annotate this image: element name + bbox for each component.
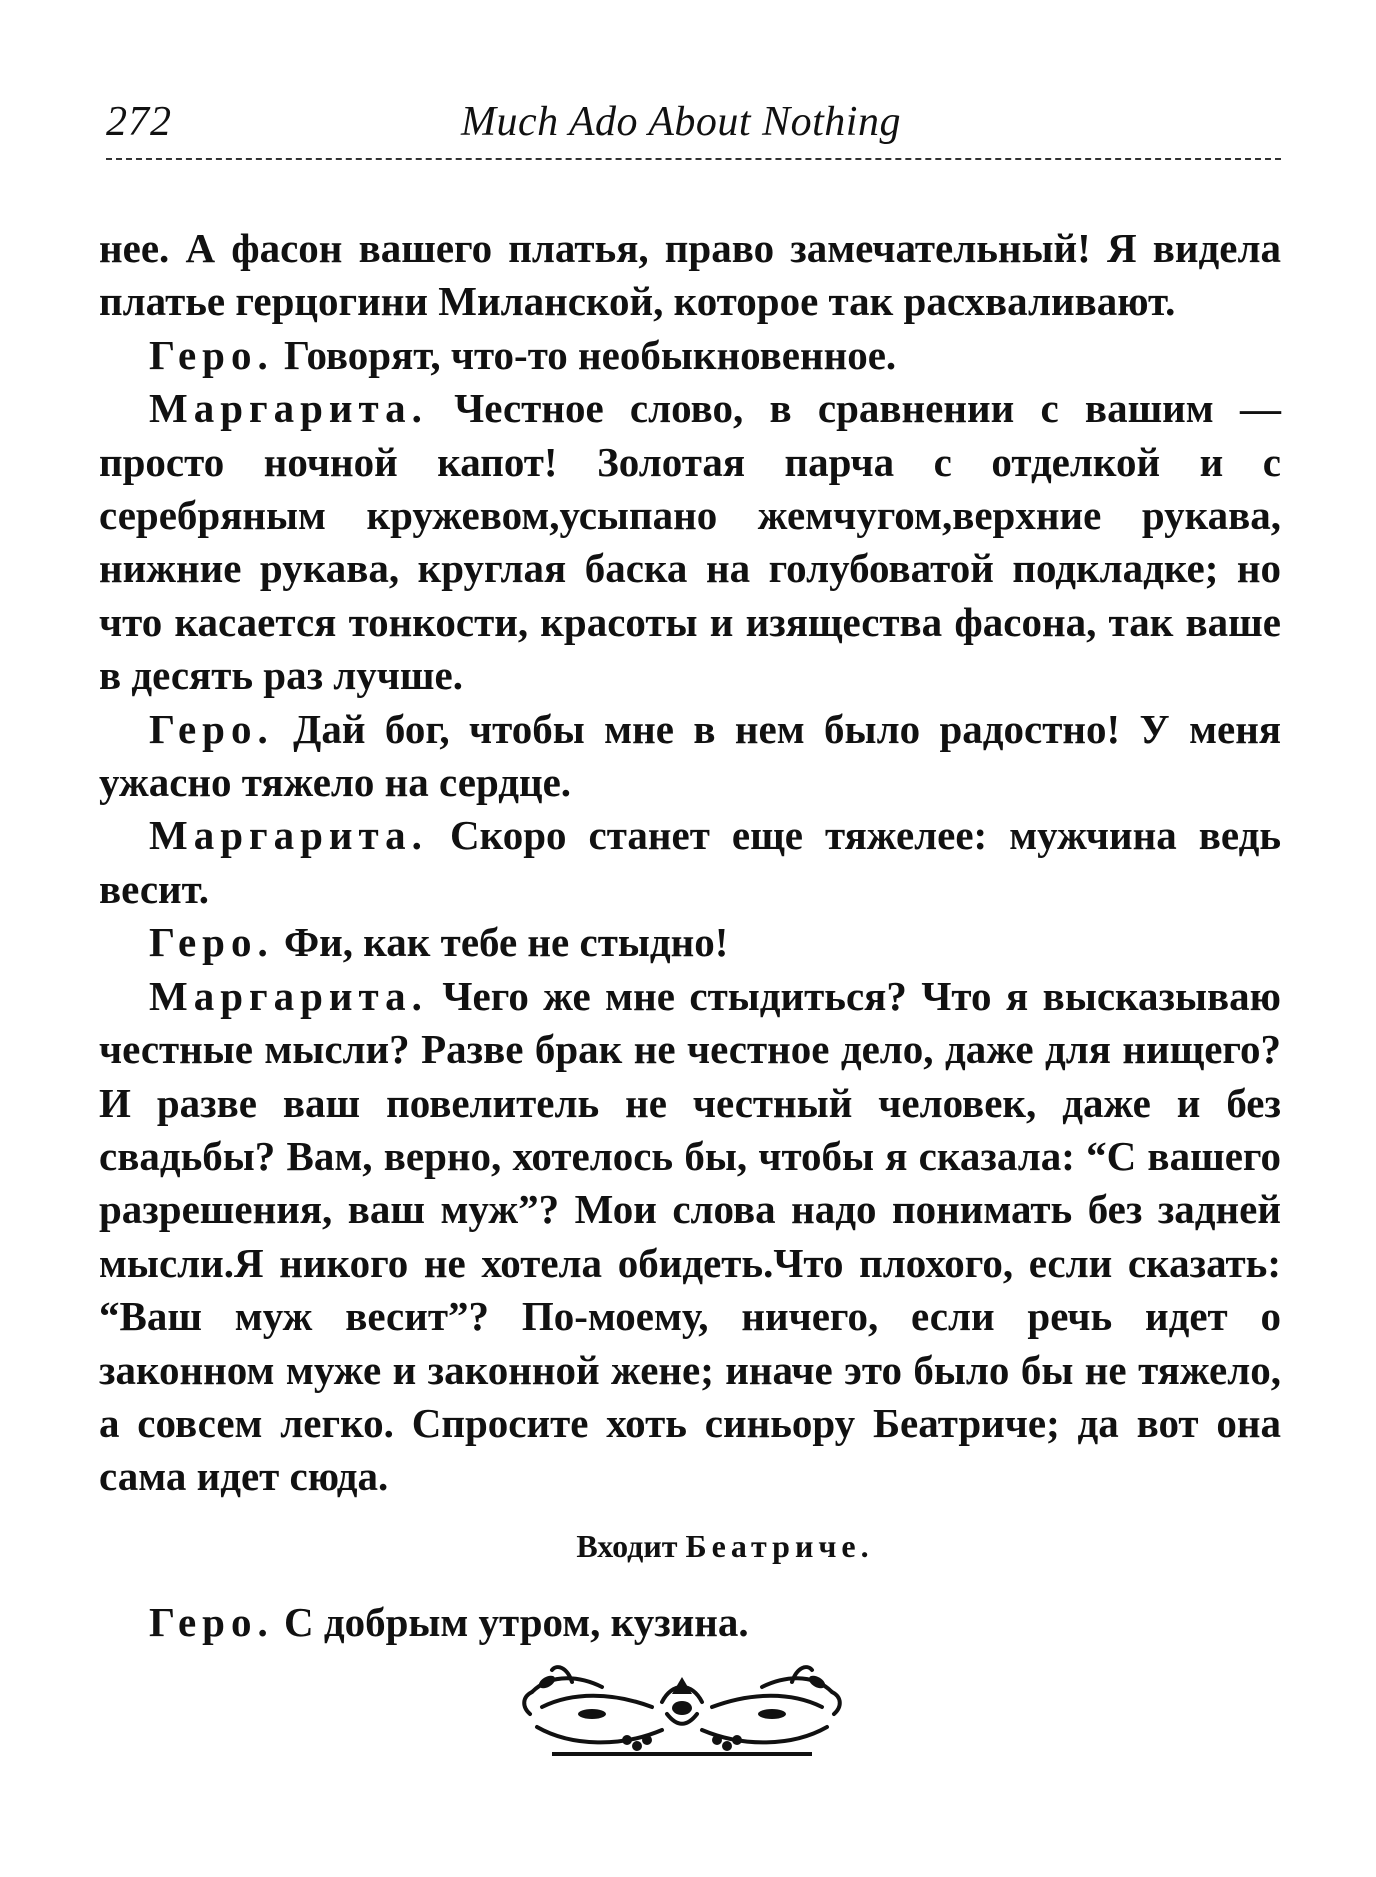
play-text: [99, 222, 1281, 1649]
paragraph-text: Фи, как тебе не стыдно!: [273, 919, 729, 966]
paragraph-text: Дай бог, чтобы мне в нем было радостно! У меня ужасно тяжело на сердце.: [99, 705, 1281, 806]
stage-character: Беатриче.: [685, 1527, 874, 1564]
page-number: 272: [106, 99, 172, 145]
paragraph-hero-3: [99, 916, 1281, 969]
paragraph-text: нее. А фасон вашего платья, право замечательный! Я видела платье герцогини Миланской, которое так расхваливают.: [99, 225, 1281, 325]
paragraph-text: Скоро станет еще тяжелее: мужчина ведь весит.: [99, 812, 1281, 912]
running-title: Much Ado About Nothing: [461, 99, 901, 145]
speaker-name: Маргарита.: [149, 812, 428, 859]
header-rule: [106, 158, 1281, 160]
stage-direction: [99, 1526, 1281, 1566]
speaker-name: Геро.: [149, 1598, 274, 1645]
paragraph-hero-1: [99, 329, 1281, 382]
running-header: [106, 92, 1281, 152]
paragraph-text: Честное слово, в сравнении с вашим — просто ночной капот! Золотая парча с отделкой и с серебряным кружевом,усыпано жемчугом,верхние рукава, нижние рукава, круглая баска на голубоватой подкладке; но что касается тонкости, красоты и изящества фасона, так ваше в десять раз лучше.: [99, 385, 1281, 699]
speaker-name: Геро.: [149, 919, 274, 966]
paragraph-margarita-1: [99, 382, 1281, 702]
paragraph-text: С добрым утром, кузина.: [273, 1598, 749, 1645]
speaker-name: Маргарита.: [149, 972, 428, 1019]
floral-ornament-icon: [512, 1652, 852, 1762]
speaker-name: Маргарита.: [149, 385, 428, 432]
speaker-name: Геро.: [149, 705, 274, 752]
speaker-name: Геро.: [149, 331, 274, 378]
paragraph-margarita-3: [99, 970, 1281, 1504]
paragraph-text: Говорят, что-то необыкновенное.: [273, 331, 897, 378]
paragraph-hero-2: [99, 703, 1281, 810]
paragraph-hero-final: [99, 1596, 1281, 1649]
stage-verb: Входит: [576, 1527, 678, 1564]
paragraph-continuation: [99, 222, 1281, 329]
paragraph-margarita-2: [99, 809, 1281, 916]
paragraph-text: Чего же мне стыдиться? Что я высказываю честные мысли? Разве брак не честное дело, даже для нищего? И разве ваш повелитель не честный человек, даже и без свадьбы? Вам, верно, хотелось бы, чтобы я сказала: “С вашего разрешения, ваш муж”? Мои слова надо понимать без задней мысли.Я никого не хотела обидеть.Что плохого, если сказать: “Ваш муж весит”? По-моему, ничего, если речь идет о законном муже и законной жене; иначе это было бы не тяжело, а совсем легко. Спросите хоть синьору Беатриче; да вот она сама идет сюда.: [99, 972, 1281, 1500]
